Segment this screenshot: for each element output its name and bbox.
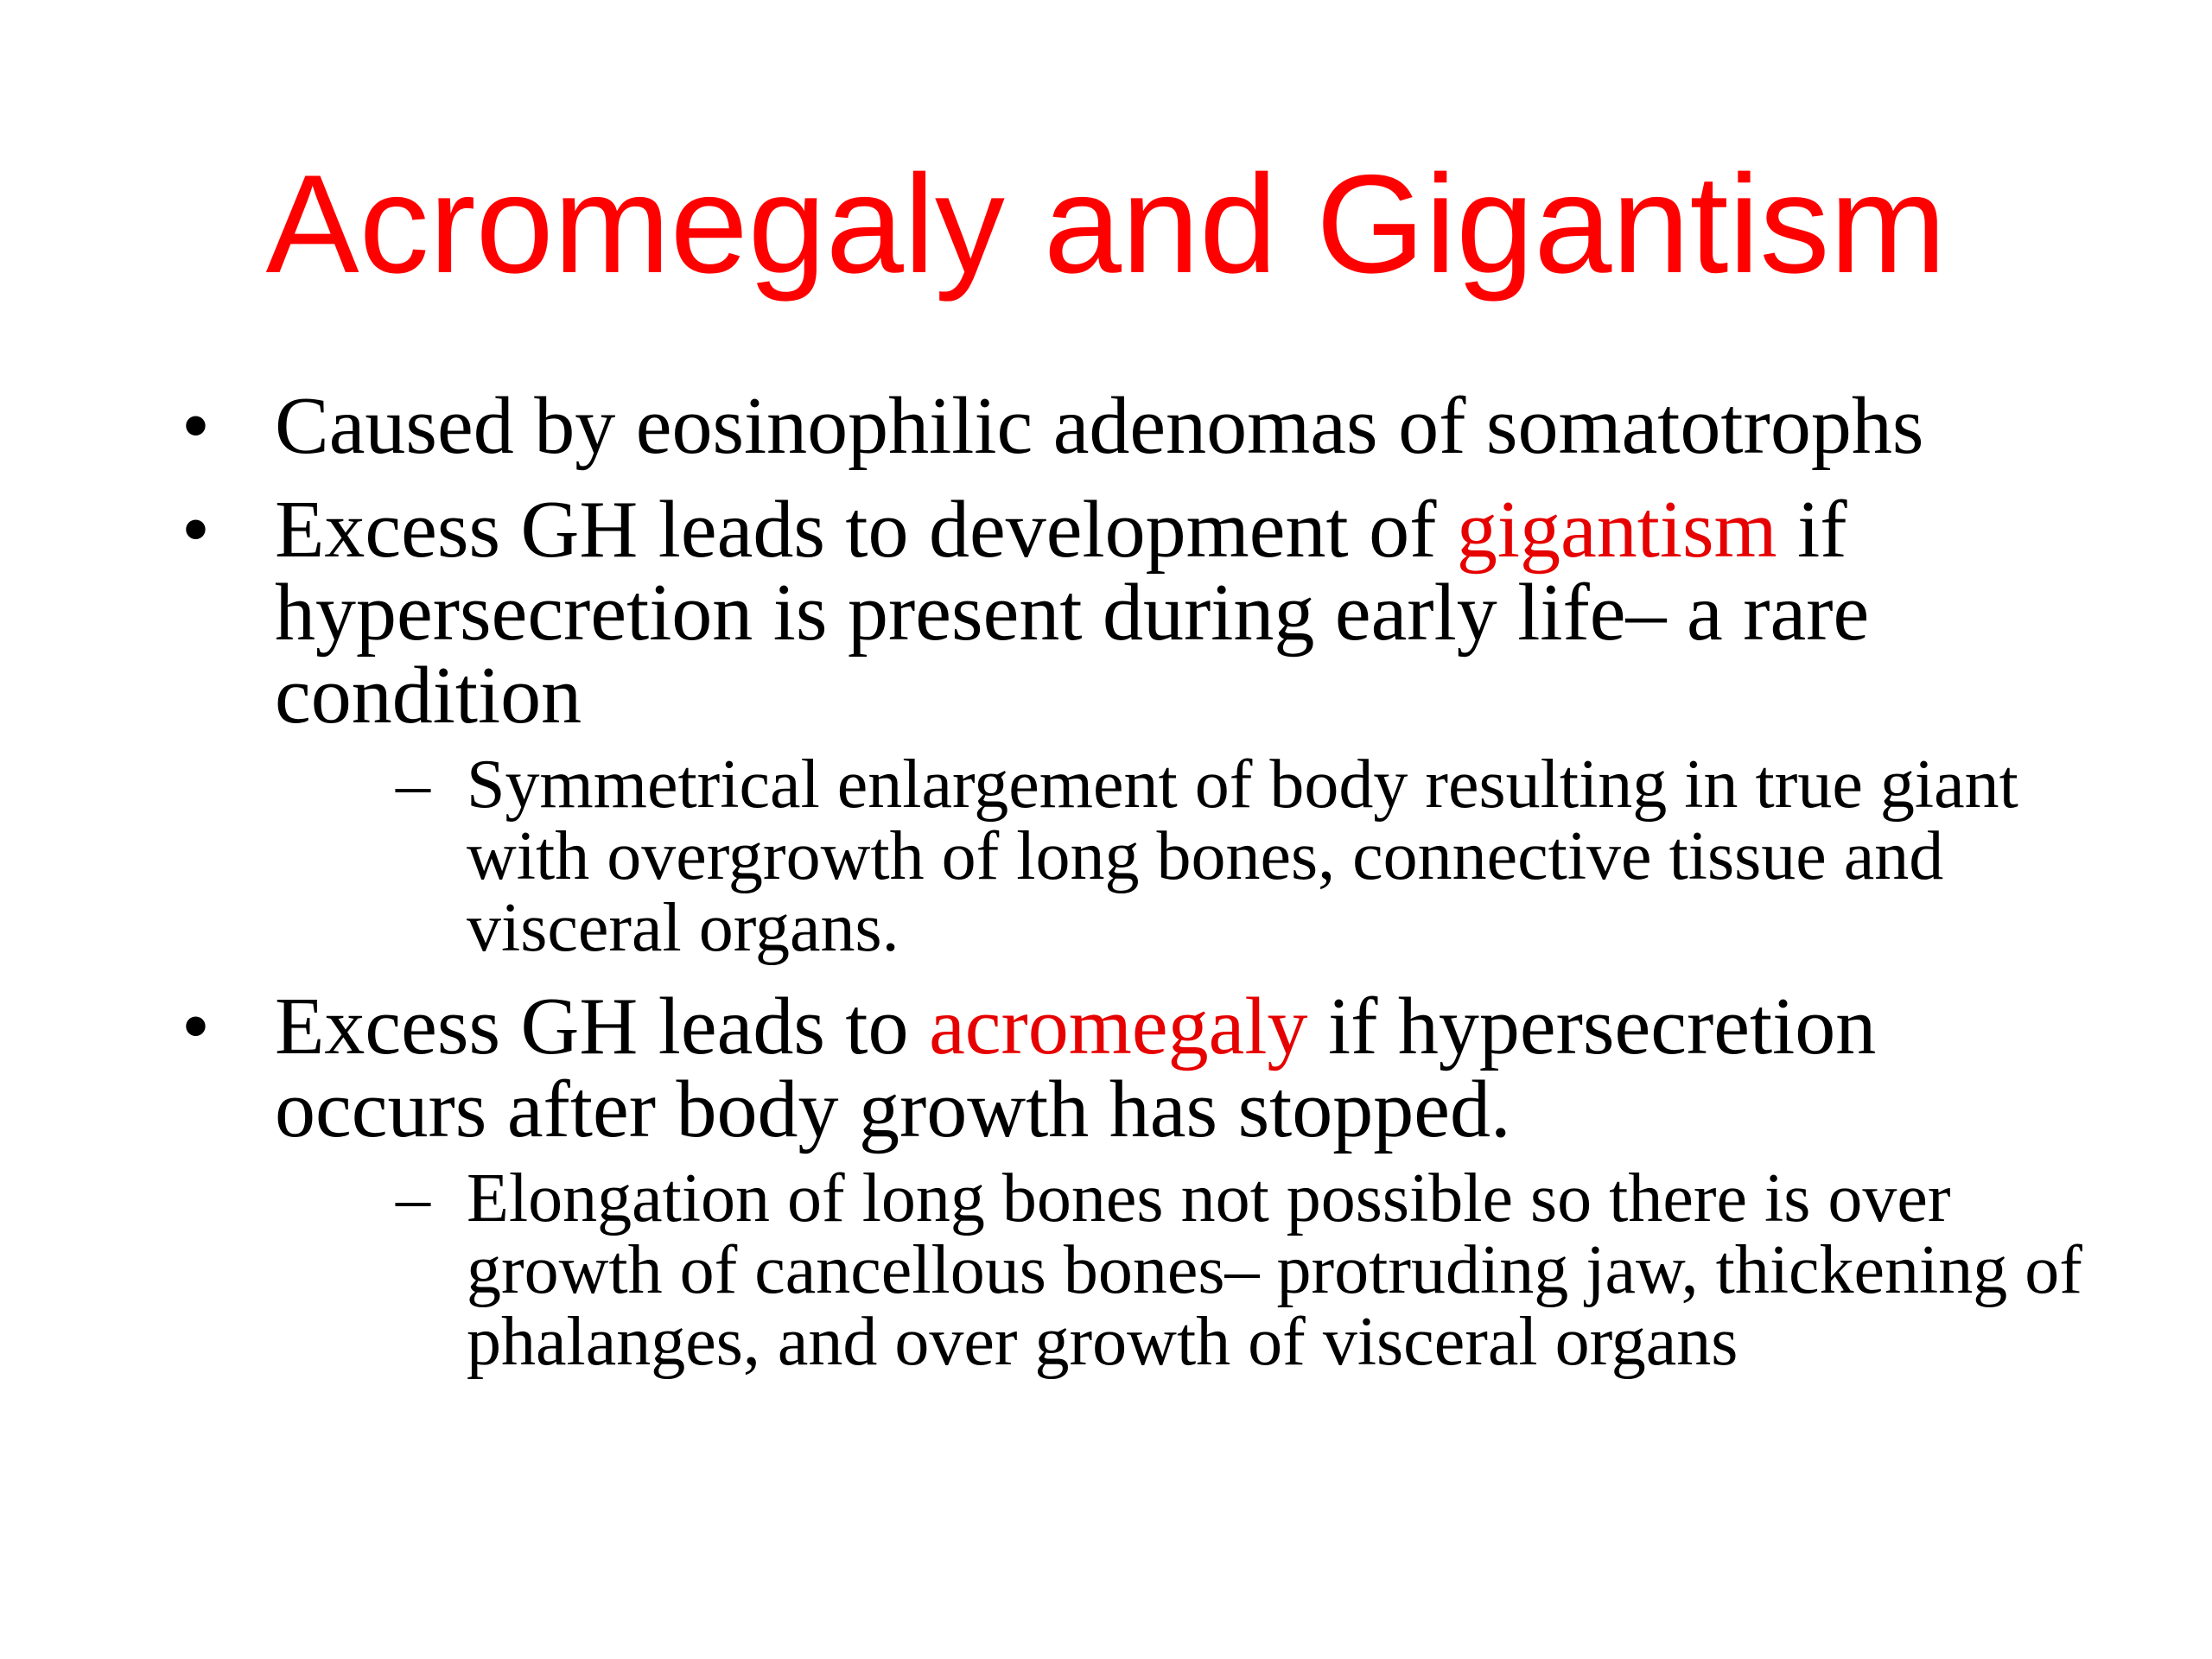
bullet-marker: • [181, 485, 210, 575]
bullet-text-after: if hypersecretion is present during early life– a rare condition [275, 485, 1870, 741]
bullet-marker: • [181, 381, 210, 471]
bullet-marker: • [181, 982, 210, 1071]
bullet-item [181, 982, 2082, 1380]
bullet-text-before: Excess GH leads to [275, 982, 930, 1071]
bullet-highlight: gigantism [1456, 485, 1777, 575]
bullet-item [181, 381, 2082, 471]
sub-bullet-item [275, 1160, 2082, 1380]
bullet-list [181, 381, 2082, 1399]
slide-title: Acromegaly and Gigantism [265, 146, 1947, 302]
bullet-highlight: acromegaly [929, 982, 1308, 1071]
sub-bullet-marker: – [396, 747, 430, 823]
sub-bullet-list [275, 749, 2082, 964]
sub-bullet-item [275, 749, 2082, 964]
sub-bullet-marker: – [396, 1160, 430, 1236]
bullet-text-before: Excess GH leads to development of [275, 485, 1457, 575]
bullet-item [181, 485, 2082, 966]
bullet-text-after: if hypersecretion occurs after body growth has stopped. [275, 982, 1877, 1154]
sub-bullet-text: Symmetrical enlargement of body resulting in true giant with overgrowth of long bones, connective tissue and visceral organs. [467, 747, 2018, 966]
sub-bullet-text: Elongation of long bones not possible so there is over growth of cancellous bones– protruding jaw, thickening of phalanges, and over growth of visceral organs [467, 1160, 2082, 1380]
sub-bullet-list [275, 1160, 2082, 1380]
bullet-text: Caused by eosinophilic adenomas of somatotrophs [275, 381, 1924, 471]
